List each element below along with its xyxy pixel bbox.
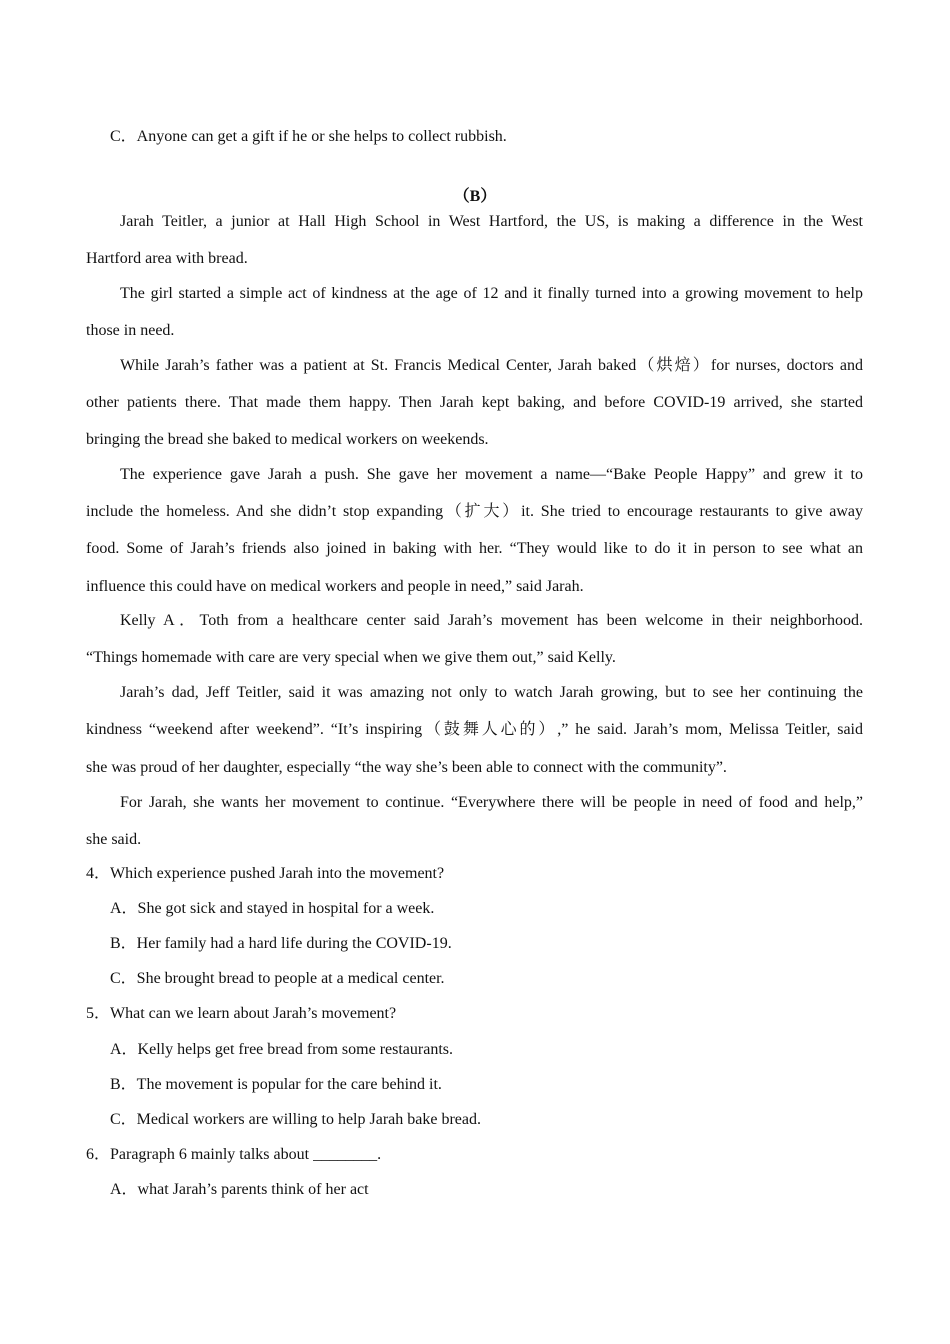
prev-question-option-c: C．Anyone can get a gift if he or she helps to collect rubbish.: [110, 128, 507, 145]
passage-line: Kelly A．Toth from a healthcare center said Jarah’s movement has been welcome in their neighborhood.: [120, 612, 863, 629]
passage-line: “Things homemade with care are very special when we give them out,” said Kelly.: [86, 649, 616, 666]
passage-line: While Jarah’s father was a patient at St. Francis Medical Center, Jarah baked（烘焙）for nurses, doctors and: [120, 357, 863, 374]
section-title: （B）: [453, 188, 497, 205]
question-option: A．She got sick and stayed in hospital for a week.: [110, 900, 435, 917]
passage-line: those in need.: [86, 322, 175, 339]
passage-line: bringing the bread she baked to medical workers on weekends.: [86, 431, 489, 448]
question-stem: 5．What can we learn about Jarah’s movement?: [86, 1005, 397, 1022]
passage-line: she said.: [86, 831, 142, 848]
passage-line: include the homeless. And she didn’t stop expanding（扩大）it. She tried to encourage restaurants to give away: [86, 503, 863, 520]
question-option: A．what Jarah’s parents think of her act: [110, 1181, 369, 1198]
passage-line: The experience gave Jarah a push. She gave her movement a name—“Bake People Happy” and grew it to: [120, 466, 863, 483]
question-option: B．The movement is popular for the care behind it.: [110, 1076, 442, 1093]
passage-line: Hartford area with bread.: [86, 250, 248, 267]
passage-line: Jarah’s dad, Jeff Teitler, said it was amazing not only to watch Jarah growing, but to see her continuing the: [120, 684, 863, 701]
question-option: B．Her family had a hard life during the COVID-19.: [110, 935, 452, 952]
passage-line: she was proud of her daughter, especially “the way she’s been able to connect with the community”.: [86, 759, 727, 776]
question-option: C．Medical workers are willing to help Jarah bake bread.: [110, 1111, 481, 1128]
passage-line: Jarah Teitler, a junior at Hall High School in West Hartford, the US, is making a difference in the West: [120, 213, 863, 230]
passage-line: food. Some of Jarah’s friends also joined in baking with her. “They would like to do it in person to see what an: [86, 540, 863, 557]
question-option: C．She brought bread to people at a medical center.: [110, 970, 445, 987]
passage-line: influence this could have on medical workers and people in need,” said Jarah.: [86, 578, 584, 595]
passage-line: For Jarah, she wants her movement to continue. “Everywhere there will be people in need of food and help,”: [120, 794, 863, 811]
passage-line: other patients there. That made them happy. Then Jarah kept baking, and before COVID-19 arrived, she started: [86, 394, 863, 411]
question-stem: 4．Which experience pushed Jarah into the movement?: [86, 865, 445, 882]
question-option: A．Kelly helps get free bread from some restaurants.: [110, 1041, 453, 1058]
question-stem: 6．Paragraph 6 mainly talks about ________.: [86, 1146, 382, 1163]
passage-line: The girl started a simple act of kindness at the age of 12 and it finally turned into a growing movement to help: [120, 285, 863, 302]
passage-line: kindness “weekend after weekend”. “It’s inspiring（鼓舞人心的）,” he said. Jarah’s mom, Melissa Teitler, said: [86, 721, 863, 738]
